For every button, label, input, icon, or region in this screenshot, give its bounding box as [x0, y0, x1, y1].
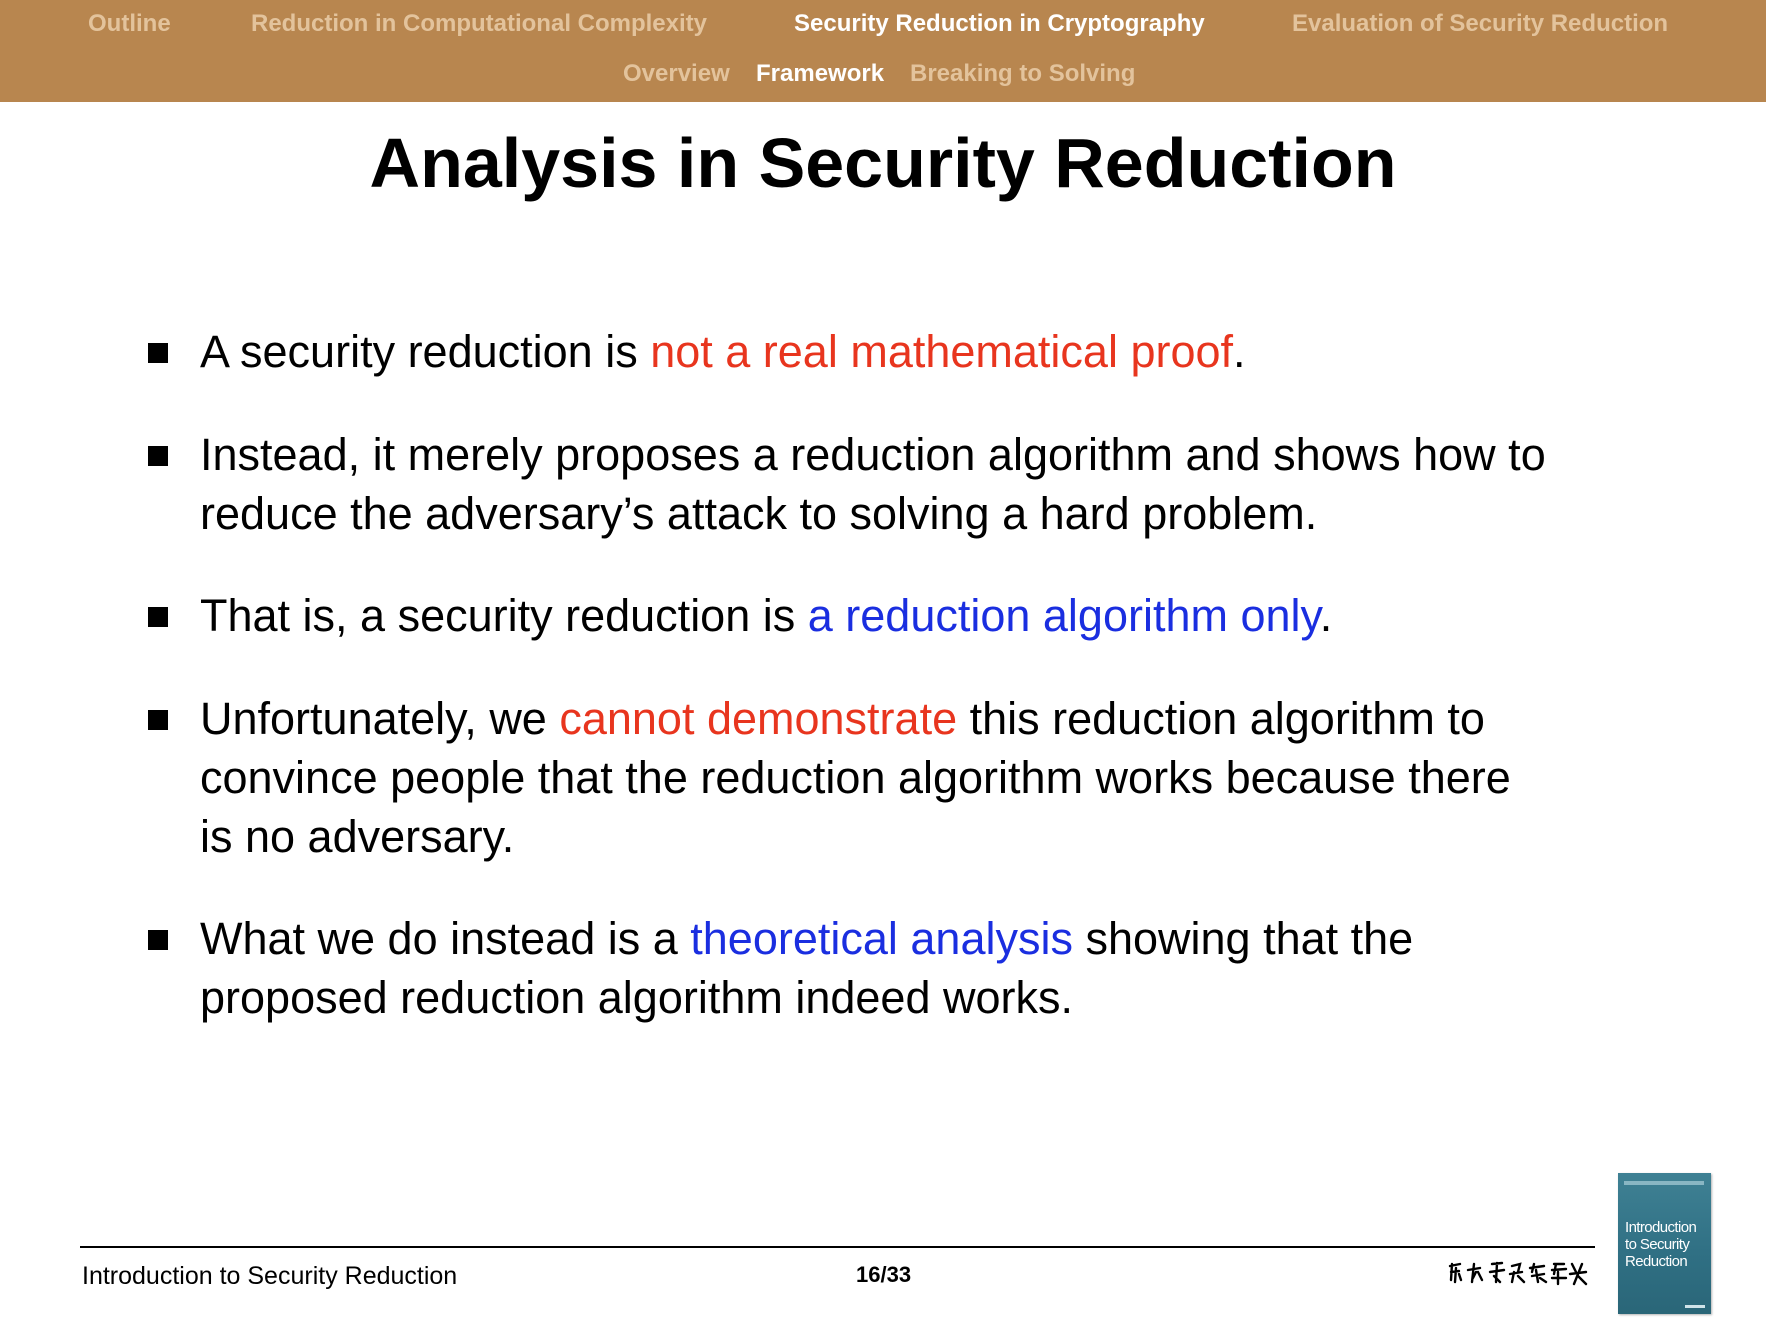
bullet-text [200, 586, 1766, 645]
emphasis-red-text: not a real mathematical proof [650, 326, 1234, 377]
bullet-text-segment: reduce the adversary’s attack to solving a hard problem. [200, 488, 1318, 539]
section-nav [0, 10, 1766, 44]
bullet-text-segment: convince people that the reduction algorithm works because there [200, 752, 1511, 803]
book-title-line: Reduction [1625, 1253, 1688, 1270]
emphasis-red-text: cannot demonstrate [559, 693, 958, 744]
subsection-nav [0, 60, 1766, 92]
book-title-line: Introduction [1625, 1219, 1697, 1236]
bullet-text-segment: Unfortunately, we [200, 693, 560, 744]
nav-subsection-framework[interactable]: Framework [756, 60, 885, 87]
bullet-text [200, 689, 1766, 866]
emphasis-blue-text: a reduction algorithm only [807, 590, 1320, 641]
bullet-text-segment: A security reduction is [200, 326, 651, 377]
nav-subsection-breaking-to-solving[interactable]: Breaking to Solving [910, 60, 1136, 87]
bullet-text [200, 909, 1766, 1027]
footer-title: Introduction to Security Reduction [82, 1262, 458, 1290]
emphasis-blue-text: theoretical analysis [690, 913, 1073, 964]
book-authors-line [1624, 1181, 1704, 1185]
nav-subsection-overview[interactable]: Overview [623, 60, 730, 87]
footer-divider [80, 1246, 1595, 1248]
bullet-text-segment: proposed reduction algorithm indeed works. [200, 972, 1073, 1023]
bullet-text-segment: this reduction algorithm to [957, 693, 1485, 744]
bullet-text-segment: showing that the [1072, 913, 1414, 964]
bullet-text-segment: . [1233, 326, 1246, 377]
calligraphy-logo-icon [1446, 1258, 1588, 1288]
nav-section-evaluation[interactable]: Evaluation of Security Reduction [1292, 10, 1669, 37]
navigation-bar [0, 0, 1766, 102]
bullet-square-icon [148, 607, 168, 627]
bullet-text [200, 322, 1766, 381]
bullet-square-icon [148, 930, 168, 950]
book-title-line: to Security [1625, 1236, 1690, 1253]
book-title [1625, 1219, 1709, 1270]
bullet-square-icon [148, 343, 168, 363]
nav-section-outline[interactable]: Outline [88, 10, 171, 37]
nav-section-computational-complexity[interactable]: Reduction in Computational Complexity [251, 10, 708, 37]
page-number: 16/33 [856, 1262, 912, 1287]
bullet-text-segment: What we do instead is a [200, 913, 691, 964]
bullet-text-segment: That is, a security reduction is [200, 590, 808, 641]
book-cover-thumbnail [1618, 1173, 1711, 1314]
bullet-square-icon [148, 446, 168, 466]
publisher-mark [1685, 1305, 1705, 1308]
bullet-text-segment: Instead, it merely proposes a reduction algorithm and shows how to [200, 429, 1546, 480]
bullet-square-icon [148, 710, 168, 730]
bullet-text-segment: is no adversary. [200, 811, 515, 862]
slide-title: Analysis in Security Reduction [369, 124, 1397, 202]
journal-logo [1446, 1258, 1588, 1293]
bullet-text [200, 425, 1766, 543]
bullet-text-segment: . [1319, 590, 1333, 641]
nav-section-security-reduction-cryptography[interactable]: Security Reduction in Cryptography [794, 10, 1205, 37]
